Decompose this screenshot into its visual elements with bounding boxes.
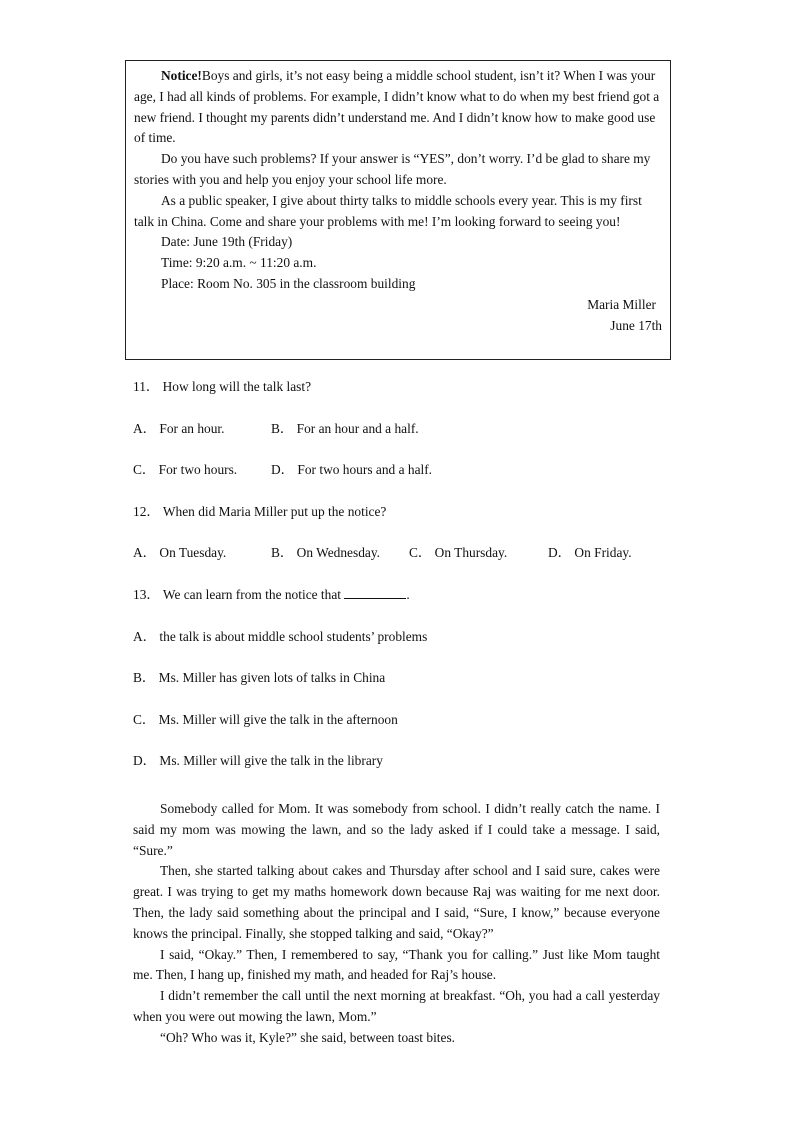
notice-date: Date: June 19th (Friday) [161,234,293,250]
notice-sign-date: June 17th [610,317,662,333]
passage-paragraph-4: I didn’t remember the call until the next morning at breakfast. “Oh, you had a call yesterday when you were out mowing the lawn, Mom.” [133,988,660,1024]
passage-paragraph-2: Then, she started talking about cakes and Thursday after school and I said sure, cakes were great. I was trying to get my maths homework down because Raj was waiting for me next door. Then, the lady said something about the principal and I said, “Sure, I know,” because everyone knows the principal. Finally, she stopped talking and said, “Okay?” [133,863,660,941]
notice-paragraph-1 [134,66,662,149]
passage-paragraph-5: “Oh? Who was it, Kyle?” she said, between toast bites. [160,1029,456,1045]
q12-option-d: D． On Friday. [548,545,632,560]
q12-option-a: A． On Tuesday. [133,545,227,560]
notice-box [125,60,671,360]
q13-option-d: D． Ms. Miller will give the talk in the library [133,753,383,768]
q11-option-b: B． For an hour and a half. [271,421,419,436]
answer-blank [344,586,406,599]
question-11-stem: 11． How long will the talk last? [133,379,312,394]
notice-time: Time: 9:20 a.m. ~ 11:20 a.m. [161,255,317,271]
passage-paragraph-1: Somebody called for Mom. It was somebody from school. I didn’t really catch the name. I said my mom was mowing the lawn, and so the lady asked if I could take a message. I said, “Sure.” [133,801,660,858]
q13-option-b: B． Ms. Miller has given lots of talks in China [133,670,386,685]
notice-place: Place: Room No. 305 in the classroom building [161,275,416,291]
notice-paragraph-3: As a public speaker, I give about thirty talks to middle schools every year. This is my first talk in China. Come and share your problems with me! I’m looking forward to seeing you! [134,192,642,229]
q13-option-c: C． Ms. Miller will give the talk in the afternoon [133,712,398,727]
reading-passage [133,799,660,1049]
q12-option-c: C． On Thursday. [409,545,508,560]
q11-option-c: C． For two hours. [133,462,238,477]
notice-p1-text: Boys and girls, it’s not easy being a middle school student, isn’t it? When I was your age, I had all kinds of problems. For example, I didn’t know what to do when my best friend got a new friend. I thought my parents didn’t understand me. And I didn’t know how to make good use of time. [134,68,660,146]
q13-option-a: A． the talk is about middle school students’ problems [133,629,428,644]
notice-paragraph-2: Do you have such problems? If your answer is “YES”, don’t worry. I’d be glad to share my stories with you and help you enjoy your school life more. [134,151,651,187]
q13-stem-text: 13． We can learn from the notice that [133,587,345,602]
q13-stem-end: . [406,587,410,602]
question-13-stem [133,584,410,603]
q11-option-d: D． For two hours and a half. [271,462,433,477]
notice-signature: Maria Miller [587,296,656,312]
question-12-stem: 12． When did Maria Miller put up the notice? [133,504,387,519]
passage-paragraph-3: I said, “Okay.” Then, I remembered to say, “Thank you for calling.” Just like Mom taught me. Then, I hang up, finished my math, and headed for Raj’s house. [133,946,660,983]
q12-option-b: B． On Wednesday. [271,545,381,560]
q11-option-a: A． For an hour. [133,421,225,436]
notice-title: Notice! [161,68,202,83]
